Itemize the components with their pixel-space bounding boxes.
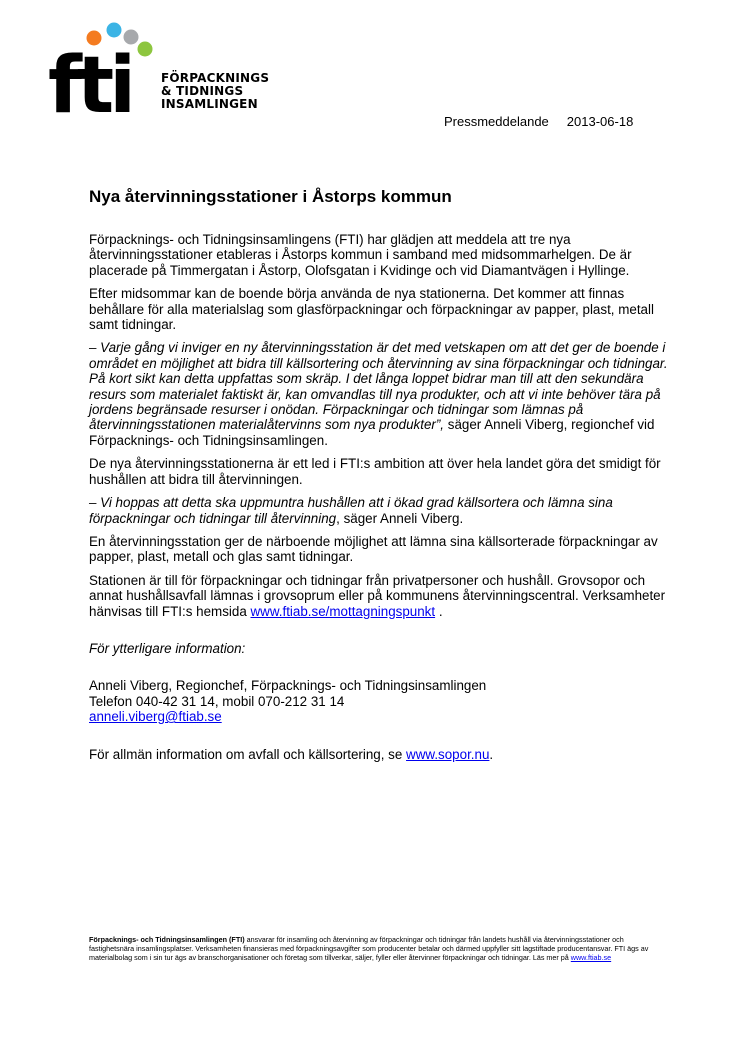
paragraph-station-info: En återvinningsstation ger de närboende möjlighet att lämna sina källsorterade förpackningar av papper, plast, metall och glas samt tidningar. [89, 533, 658, 565]
general-info-end: . [489, 746, 494, 762]
general-info [89, 747, 669, 762]
press-release-body [89, 232, 669, 770]
contact-name: Anneli Viberg, Regionchef, Förpacknings- och Tidningsinsamlingen [89, 678, 487, 694]
mottagningspunkt-link[interactable]: www.ftiab.se/mottagningspunkt [250, 603, 436, 619]
quote-attribution-2: , säger Anneli Viberg. [336, 510, 464, 526]
logo-dot-green [138, 42, 153, 57]
scope-end: . [435, 603, 443, 619]
paragraph-usage: Efter midsommar kan de boende börja använda de nya stationerna. Det kommer att finnas behållare för alla materialslag som glasförpackningar och förpackningar av papper, plast, metall samt tidningar. [89, 286, 654, 333]
quote-text-2: – Vi hoppas att detta ska uppmuntra hushållen att i ökad grad källsortera och lämna sina förpackningar och tidningar till återvinning [89, 495, 613, 526]
contact-block [89, 678, 669, 724]
document-header-meta [444, 114, 633, 129]
contact-email-link[interactable]: anneli.viberg@ftiab.se [89, 709, 222, 725]
logo-line-1: FÖRPACKNINGS [161, 71, 270, 85]
contact-heading [89, 641, 669, 656]
paragraph-quote-1 [89, 340, 669, 448]
logo-line-3: INSAMLINGEN [161, 97, 258, 111]
paragraph-scope [89, 573, 669, 619]
footer-text: ansvarar för insamling och återvinning av förpackningar och tidningar från landets hushåll via återvinningsstationer och fastighetsnära insamlingsplatser. Verksamheten finansieras med förpackningsavgifter som producenter betalar och därmed uppfyller sitt lagstiftade producentansvar. FTI ägs av materialbolag som i sin tur ägs av branschorganisationer och företag som tillverkar, säljer, fyller eller återvinner förpackningar och tidningar. Läs mer på [89, 935, 649, 962]
document-type-label: Pressmeddelande [444, 114, 549, 129]
paragraph-quote-2 [89, 495, 669, 526]
logo-wordmark [161, 72, 269, 111]
paragraph-intro: Förpacknings- och Tidningsinsamlingens (FTI) har glädjen att meddela att tre nya återvinningsstationer etableras i Åstorps kommun i samband med midsommarhelgen. De är placerade på Timmergatan i Åstorp, Olofsgatan i Kvidinge och vid Diamantvägen i Hyllinge. [89, 232, 632, 278]
fti-logo-mark [48, 22, 158, 117]
page-title: Nya återvinningsstationer i Åstorps kommun [89, 187, 452, 206]
contact-phone: Telefon 040-42 31 14, mobil 070-212 31 14 [89, 693, 345, 709]
fti-logo [48, 22, 288, 122]
logo-line-2: & TIDNINGS [161, 84, 244, 98]
contact-heading-text: För ytterligare information: [89, 640, 246, 656]
quote-text-1: – Varje gång vi inviger en ny återvinningsstation är det med vetskapen om att det ger de boende i området en möjlighet att bidra till källsortering och återvinning av sina förpackningar och tidningar. På kort sikt kan detta uppfattas som skräp. I det långa loppet bidrar man till att den sekundära resurs som materialet faktiskt är, kan omvandlas till nya produkter, och att vi inte behöver tära på jordens begränsade resurser i onödan. Förpackningar och tidningar som lämnas på återvinningsstationen materialåtervinns som nya produkter”, [89, 340, 668, 433]
quote-attribution-1: säger Anneli Viberg, regionchef vid Förpacknings- och Tidningsinsamlingen. [89, 417, 655, 448]
scope-text: Stationen är till för förpackningar och tidningar från privatpersoner och hushåll. Grovsopor och annat hushållsavfall lämnas i grovsoprum eller på kommunens återvinningscentral. Verksamheter hänvisas till FTI:s hemsida [89, 572, 666, 619]
sopor-link[interactable]: www.sopor.nu [406, 746, 490, 762]
logo-dot-blue [107, 23, 122, 38]
footer-org-name: Förpacknings- och Tidningsinsamlingen (FTI) [89, 935, 245, 944]
logo-mark-text: fti [48, 41, 131, 117]
paragraph-ambition: De nya återvinningsstationerna är ett led i FTI:s ambition att över hela landet göra det smidigt för hushållen att bidra till återvinningen. [89, 456, 661, 487]
general-info-text: För allmän information om avfall och källsortering, se [89, 746, 407, 762]
footer-about [89, 936, 649, 962]
footer-ftiab-link[interactable]: www.ftiab.se [570, 952, 612, 962]
document-date: 2013-06-18 [566, 114, 634, 129]
